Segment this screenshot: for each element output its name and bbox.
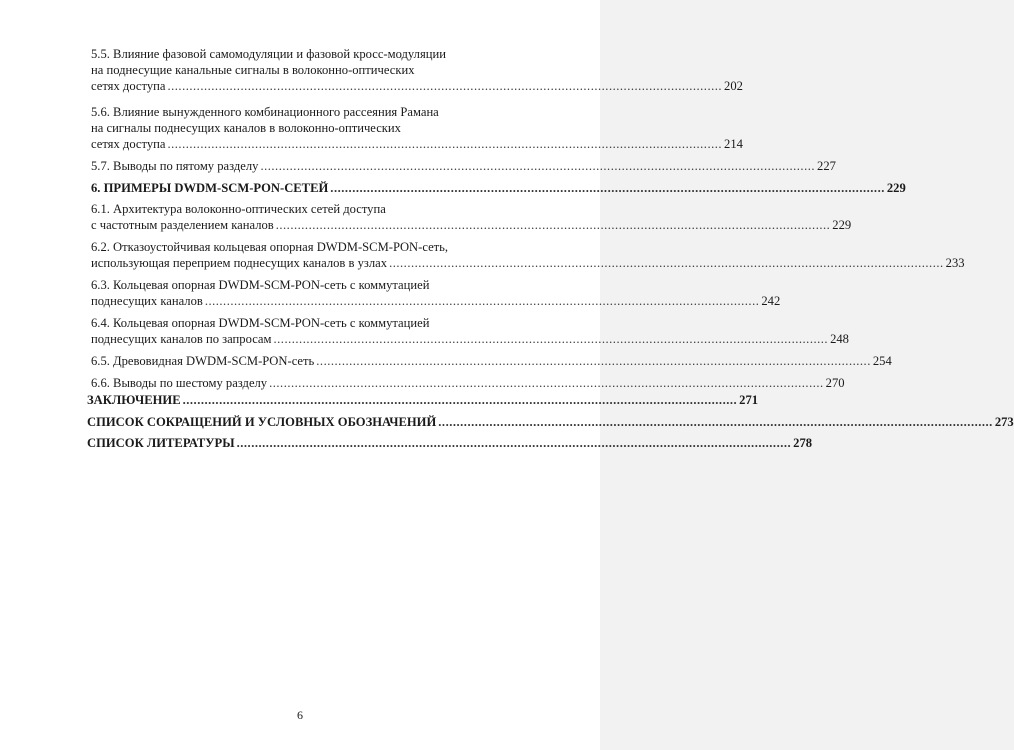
toc-entry-title: СПИСОК ЛИТЕРАТУРЫ [87,436,235,450]
toc-page-number: 227 [817,159,836,173]
toc-page-number: 254 [872,354,892,368]
leader-dots: ........................................................................................................................................................ [275,218,831,232]
toc-page-number: 233 [945,256,965,270]
toc-entry-6-6 [91,375,845,391]
toc-page-number: 242 [761,294,781,308]
toc-entry-line: на поднесущие канальные сигналы в волоконно-оптических [91,63,415,77]
toc-entry-6-5 [91,353,892,369]
toc-entry-5-7 [91,158,836,174]
toc-entry-title-end: поднесущих каналов по запросам [91,332,272,346]
leader-dots: ........................................................................................................................................................ [273,332,829,346]
leader-dots: ........................................................................................................................................................ [389,256,944,270]
toc-entry-title: 6. ПРИМЕРЫ DWDM-SCM-PON-СЕТЕЙ [91,181,329,195]
toc-entry-title-end: сетях доступа [91,137,166,151]
toc-entry-title-end: поднесущих каналов [91,294,203,308]
toc-page-number: 270 [825,376,845,390]
page-number: 6 [297,708,303,722]
toc-page-number: 271 [739,393,759,407]
toc-entry-conclusion [87,392,759,408]
toc-entry-line: 6.2. Отказоустойчивая кольцевая опорная DWDM-SCM-PON-сеть, [91,240,449,254]
toc-page-number: 278 [793,436,813,450]
toc-entry-line: на сигналы поднесущих каналов в волоконно-оптических [91,121,401,135]
toc-page-number: 229 [832,218,852,232]
toc-entry-5-5 [91,46,743,94]
toc-entry-chapter-6 [91,180,906,196]
leader-dots: ........................................................................................................................................................ [236,436,792,450]
toc-entry-title: СПИСОК СОКРАЩЕНИЙ И УСЛОВНЫХ ОБОЗНАЧЕНИЙ [87,415,437,429]
toc-entry-line: 6.3. Кольцевая опорная DWDM-SCM-PON-сеть с коммутацией [91,278,430,292]
toc-page-number: 229 [886,181,906,195]
leader-dots: ........................................................................................................................................................ [167,79,723,93]
toc-entry-6-1 [91,201,852,233]
toc-entry-title: 5.7. Выводы по пятому разделу [91,159,259,173]
toc-entry-title: 6.5. Древовидная DWDM-SCM-PON-сеть [91,354,315,368]
toc-entry-title-end: с частотным разделением каналов [91,218,274,232]
toc-entry-6-2 [91,239,965,271]
toc-page-number: 214 [724,137,743,151]
toc-entry-6-4 [91,315,849,347]
toc-page-number: 273 [994,415,1014,429]
leader-dots: ........................................................................................................................................................ [167,137,723,151]
toc-page-number: 248 [830,332,849,346]
leader-dots: ........................................................................................................................................................ [330,181,885,195]
leader-dots: ........................................................................................................................................................ [182,393,738,407]
toc-entry-6-3 [91,277,781,309]
toc-entry-5-6 [91,104,743,152]
leader-dots: ........................................................................................................................................................ [204,294,760,308]
toc-entry-line: 5.5. Влияние фазовой самомодуляции и фазовой кросс-модуляции [91,47,446,61]
toc-entry-abbreviations [87,414,1014,430]
toc-entry-title-end: сетях доступа [91,79,166,93]
toc-entry-references [87,435,813,451]
leader-dots: ........................................................................................................................................................ [438,415,993,429]
toc-entry-line: 5.6. Влияние вынужденного комбинационного рассеяния Рамана [91,105,439,119]
toc-entry-line: 6.4. Кольцевая опорная DWDM-SCM-PON-сеть с коммутацией [91,316,430,330]
leader-dots: ........................................................................................................................................................ [269,376,824,390]
toc-entry-title: ЗАКЛЮЧЕНИЕ [87,393,181,407]
toc-entry-title-end: использующая переприем поднесущих каналов в узлах [91,256,388,270]
toc-page-number: 202 [724,79,743,93]
leader-dots: ........................................................................................................................................................ [260,159,816,173]
toc-entry-line: 6.1. Архитектура волоконно-оптических сетей доступа [91,202,386,216]
toc-entry-title: 6.6. Выводы по шестому разделу [91,376,268,390]
leader-dots: ........................................................................................................................................................ [316,354,871,368]
